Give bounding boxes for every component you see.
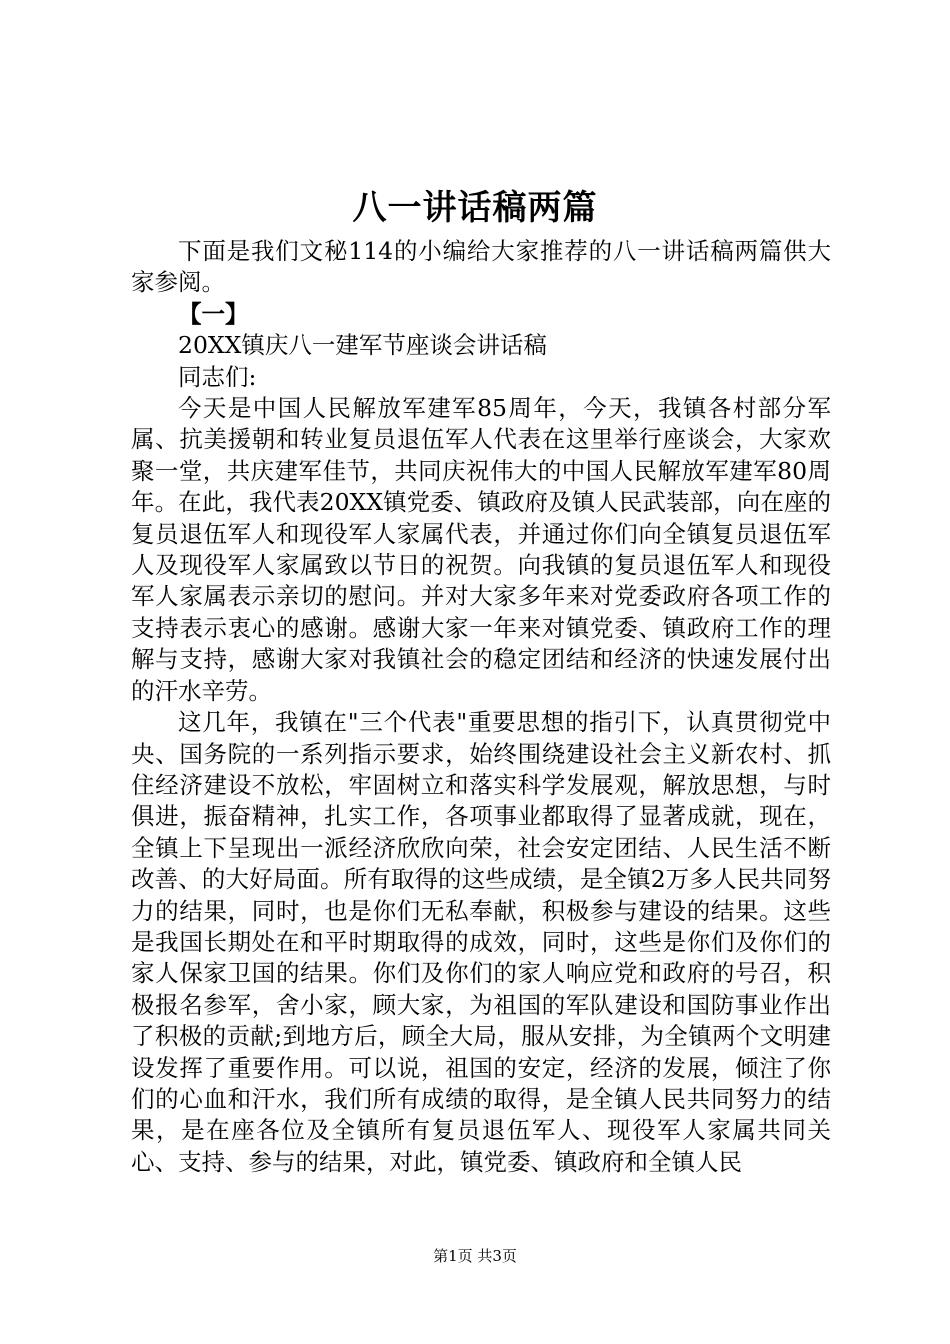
- section-heading: 【一】: [178, 299, 249, 328]
- body-paragraph: 这几年，我镇在"三个代表"重要思想的指引下，认真贯彻党中央、国务院的一系列指示要求，始终围绕建设社会主义新农村、抓住经济建设不放松，牢固树立和落实科学发展观，解放思想，与时俱进，振奋精神，扎实工作，各项事业都取得了显著成就，现在，全镇上下呈现出一派经济欣欣向荣，社会安定团结、人民生活不断改善、的大好局面。所有取得的这些成绩，是全镇2万多人民共同努力的结果，同时，也是你们无私奉献，积极参与建设的结果。这些是我国长期处在和平时期取得的成效，同时，这些是你们及你们的家人保家卫国的结果。你们及你们的家人响应党和政府的号召，积极报名参军，舍小家，顾大家，为祖国的军队建设和国防事业作出了积极的贡献;到地方后，顾全大局，服从安排，为全镇两个文明建设发挥了重要作用。可以说，祖国的安定，经济的发展，倾注了你们的心血和汗水，我们所有成绩的取得，是全镇人民共同努力的结果，是在座各位及全镇所有复员退伍军人、现役军人家属共同关心、支持、参与的结果，对此，镇党委、镇政府和全镇人民: [131, 708, 831, 1176]
- document-body: [131, 236, 831, 1178]
- body-paragraph: 今天是中国人民解放军建军85周年，今天，我镇各村部分军属、抗美援朝和转业复员退伍军人代表在这里举行座谈会，大家欢聚一堂，共庆建军佳节，共同庆祝伟大的中国人民解放军建军80周年。在此，我代表20XX镇党委、镇政府及镇人民武装部，向在座的复员退伍军人和现役军人家属代表，并通过你们向全镇复员退伍军人及现役军人家属致以节日的祝贺。向我镇的复员退伍军人和现役军人家属表示亲切的慰问。并对大家多年来对党委政府各项工作的支持表示衷心的感谢。感谢大家一年来对镇党委、镇政府工作的理解与支持，感谢大家对我镇社会的稳定团结和经济的快速发展付出的汗水辛劳。: [131, 394, 831, 705]
- speech-title: 20XX镇庆八一建军节座谈会讲话稿: [178, 331, 547, 360]
- page-footer: 第1页 共3页: [433, 1247, 517, 1265]
- intro-paragraph: 下面是我们文秘114的小编给大家推荐的八一讲话稿两篇供大家参阅。: [131, 237, 831, 297]
- salutation: 同志们:: [178, 362, 257, 391]
- document-title: 八一讲话稿两篇: [352, 188, 598, 228]
